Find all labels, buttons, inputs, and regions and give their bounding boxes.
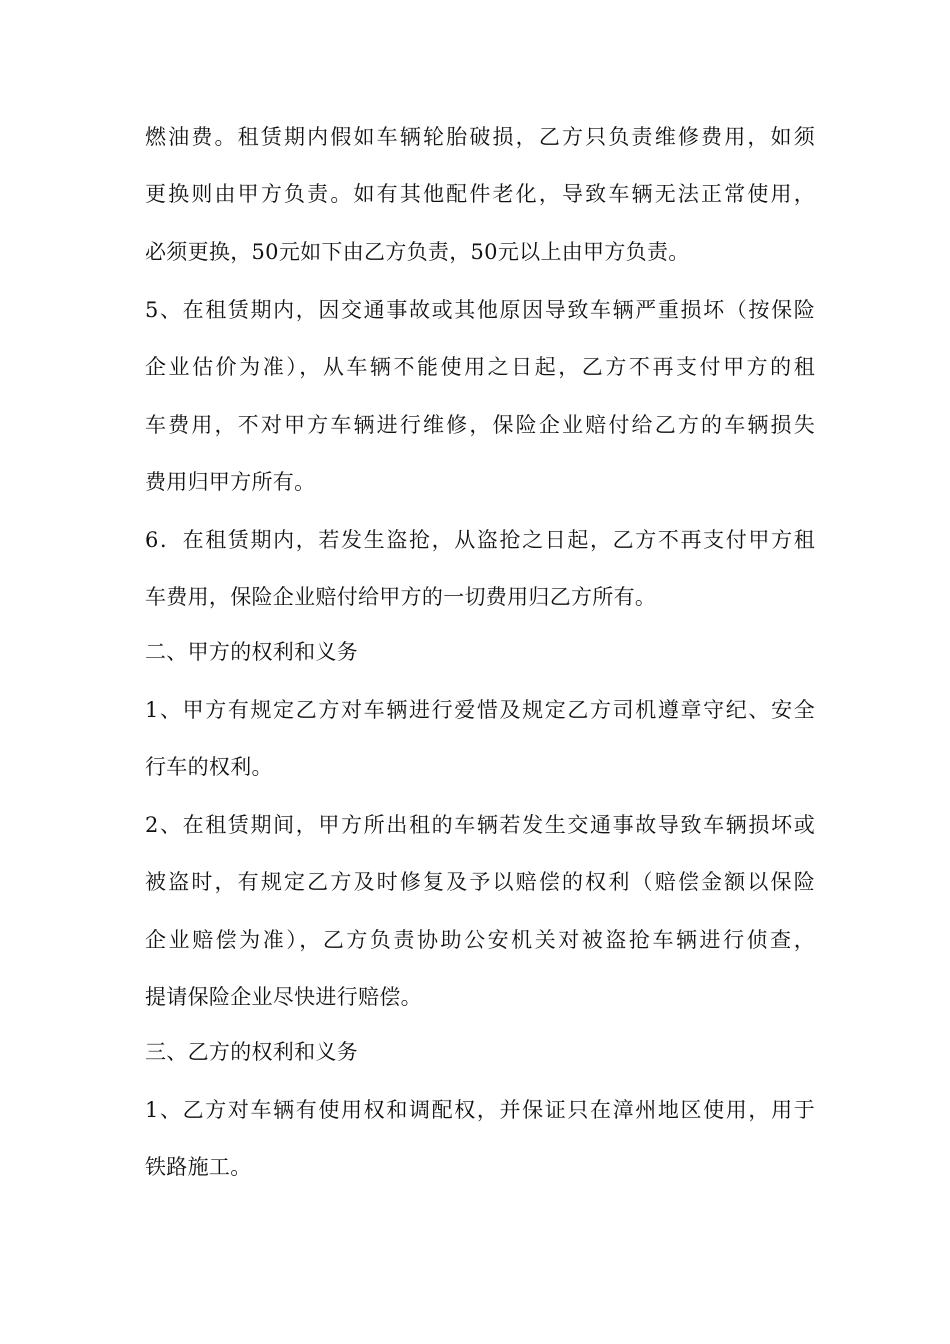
- paragraph-line: 1、乙方对车辆有使用权和调配权，并保证只在漳州地区使用，用于: [145, 1098, 815, 1122]
- paragraph-line: 费用归甲方所有。: [145, 470, 316, 494]
- paragraph-line: 提请保险企业尽快进行赔偿。: [145, 985, 422, 1009]
- paragraph-line: 5、在租赁期内，因交通事故或其他原因导致车辆严重损坏（按保险: [145, 298, 815, 322]
- paragraph-line: 铁路施工。: [145, 1155, 252, 1179]
- paragraph-line: 1、甲方有规定乙方对车辆进行爱惜及规定乙方司机遵章守纪、安全: [145, 698, 815, 722]
- paragraph-line: 企业估价为准），从车辆不能使用之日起，乙方不再支付甲方的租: [145, 355, 815, 379]
- section-heading: 三、乙方的权利和义务: [145, 1040, 358, 1064]
- paragraph-line: 必须更换，50元如下由乙方负责，50元以上由甲方负责。: [145, 240, 690, 264]
- paragraph-line: 更换则由甲方负责。如有其他配件老化，导致车辆无法正常使用，: [145, 182, 815, 206]
- paragraph-line: 燃油费。租赁期内假如车辆轮胎破损，乙方只负责维修费用，如须: [145, 125, 815, 149]
- paragraph-line: 被盗时，有规定乙方及时修复及予以赔偿的权利（赔偿金额以保险: [145, 870, 815, 894]
- paragraph-line: 车费用，保险企业赔付给甲方的一切费用归乙方所有。: [145, 585, 657, 609]
- paragraph-line: 企业赔偿为准），乙方负责协助公安机关对被盗抢车辆进行侦查，: [145, 928, 815, 952]
- section-heading: 二、甲方的权利和义务: [145, 640, 358, 664]
- paragraph-line: 车费用，不对甲方车辆进行维修，保险企业赔付给乙方的车辆损失: [145, 413, 815, 437]
- paragraph-line: 行车的权利。: [145, 755, 273, 779]
- paragraph-line: 2、在租赁期间，甲方所出租的车辆若发生交通事故导致车辆损坏或: [145, 813, 815, 837]
- paragraph-line: 6．在租赁期内，若发生盗抢，从盗抢之日起，乙方不再支付甲方租: [145, 528, 815, 552]
